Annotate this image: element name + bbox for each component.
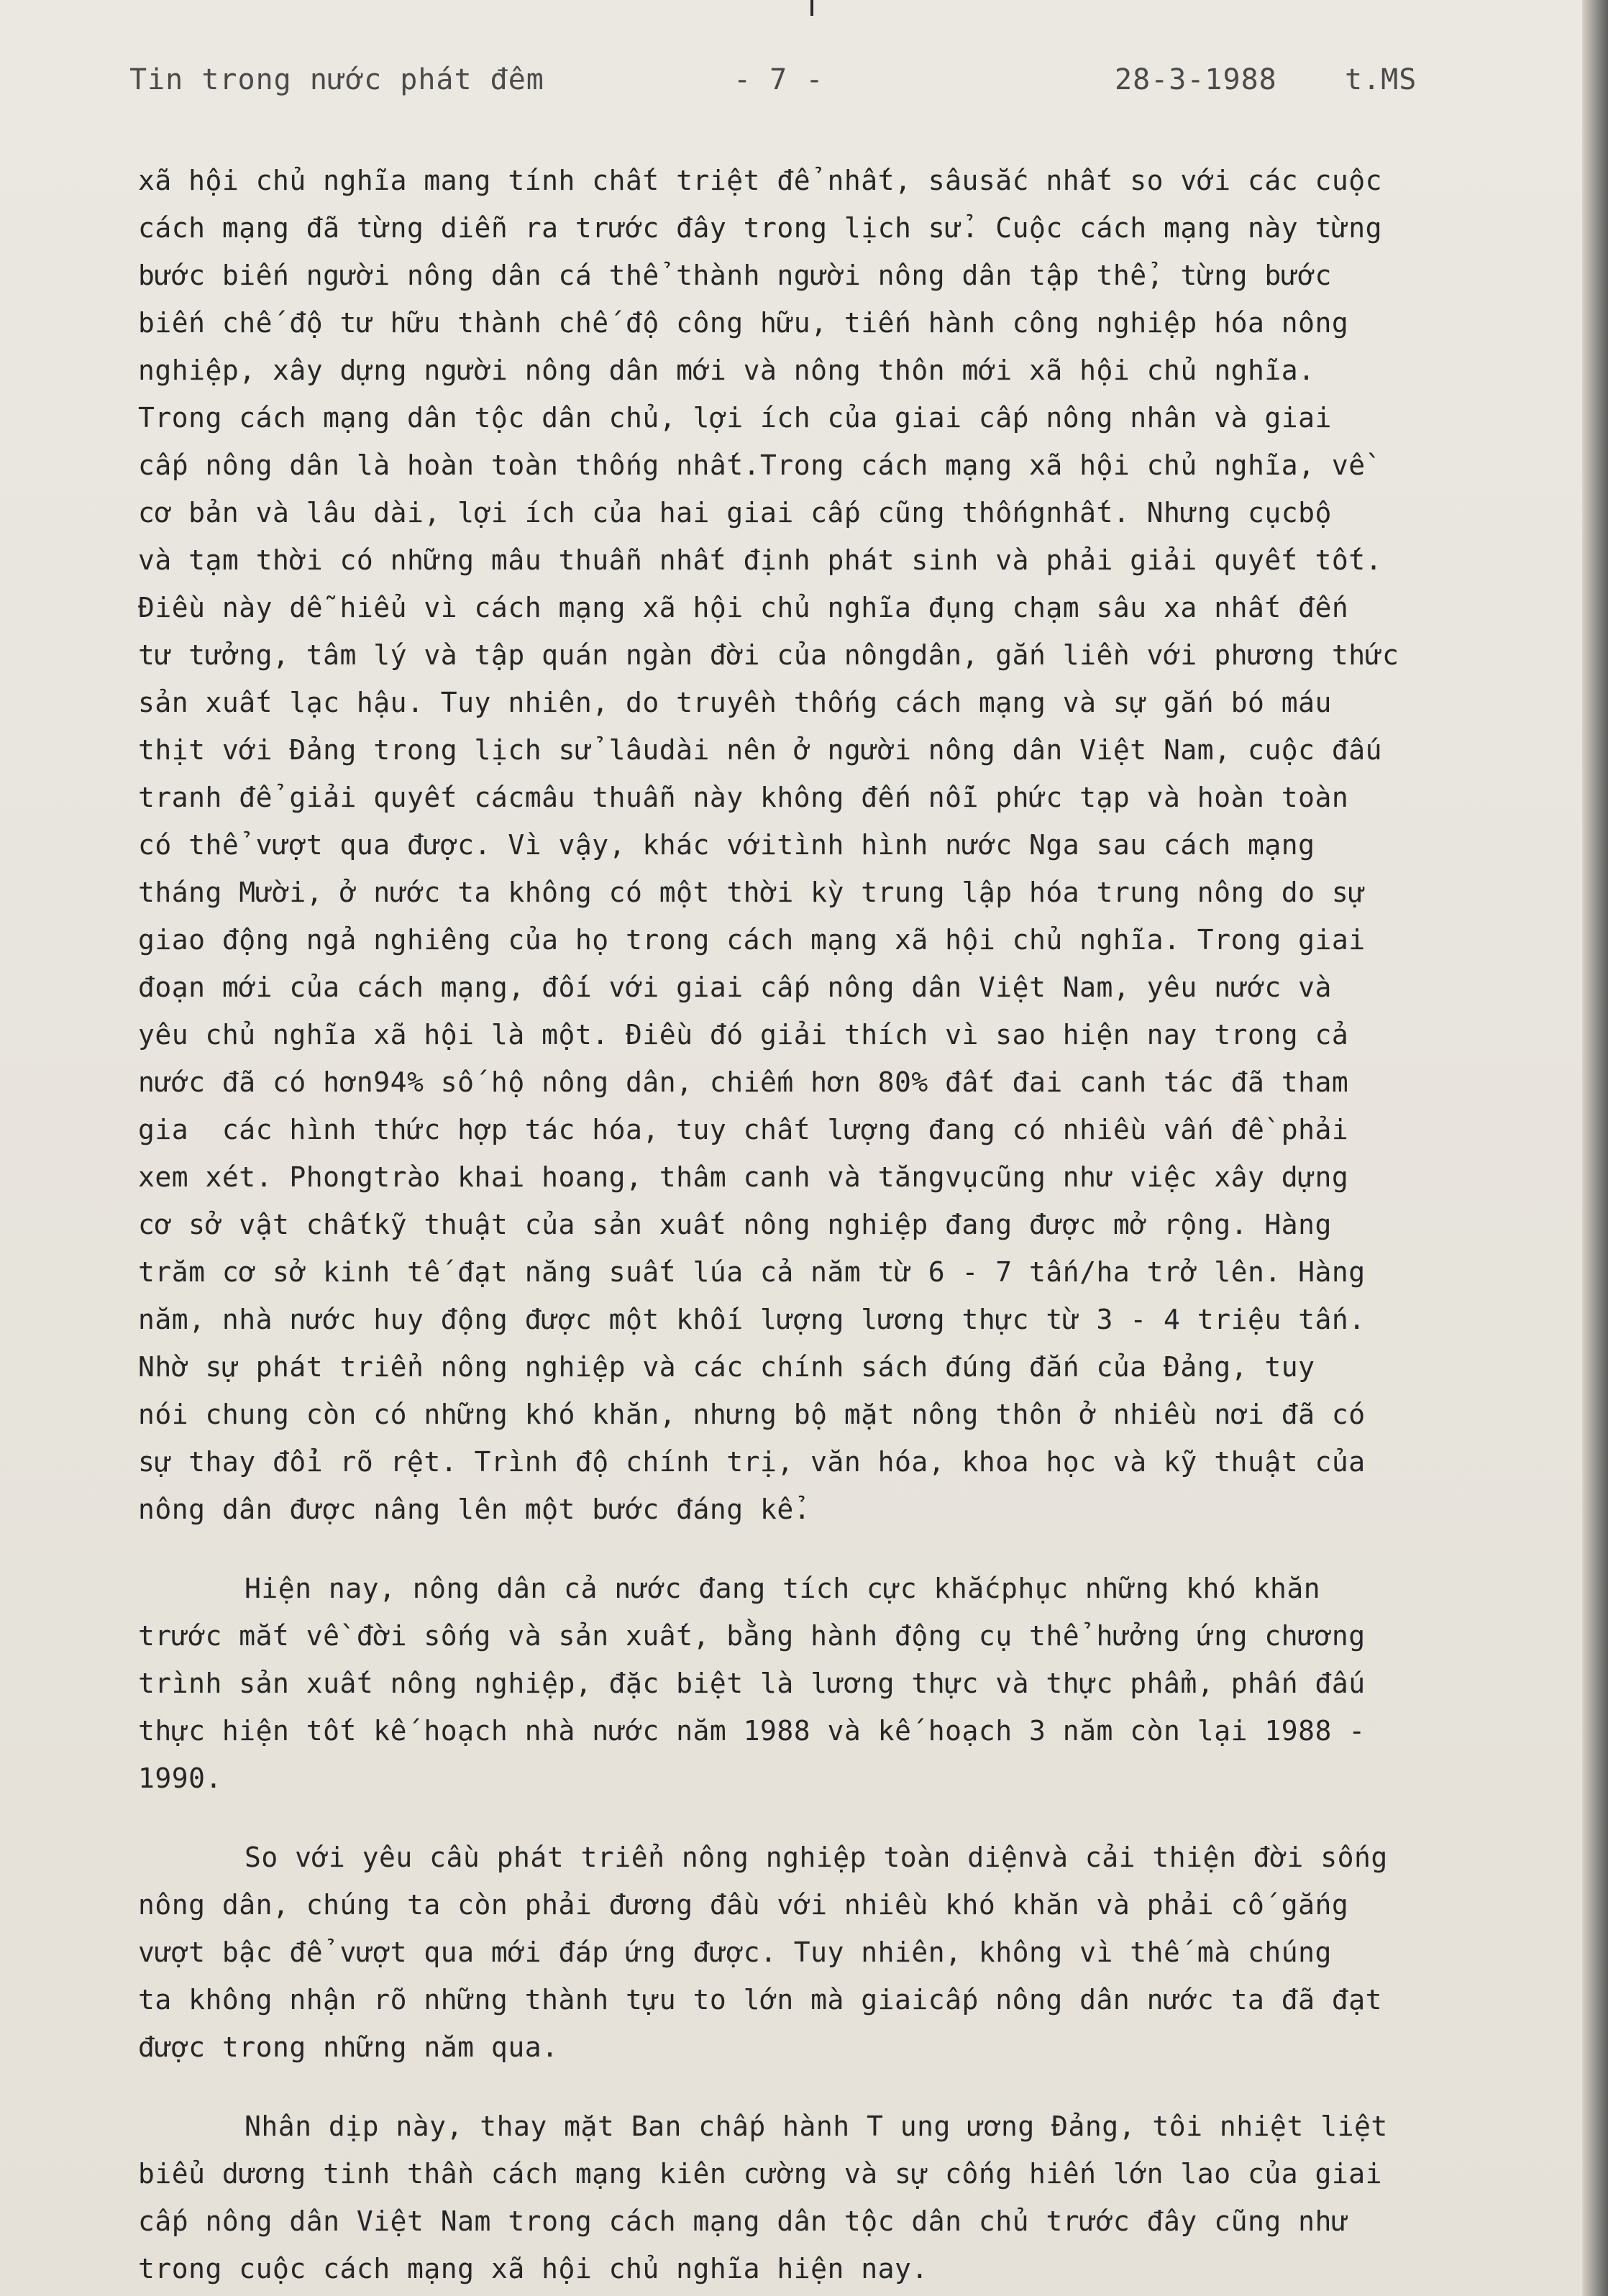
text-line: Nhờ sự phát triển nông nghiệp và các chính sách đúng đắn của Đảng, tuy (138, 1351, 1315, 1383)
page-header (129, 63, 1467, 106)
text-line: sự thay đổi rõ rệt. Trình độ chính trị, văn hóa, khoa học và kỹ thuật của (138, 1446, 1366, 1478)
paragraph-gap (138, 1533, 1504, 1565)
text-line: cấp nông dân Việt Nam trong cách mạng dân tộc dân chủ trước đây cũng như (138, 2205, 1349, 2237)
text-line: trước mắt về đời sống và sản xuất, bằng hành động cụ thể hưởng ứng chương (138, 1620, 1366, 1652)
text-line: nông dân, chúng ta còn phải đương đầu với nhiều khó khăn và phải cố gắng (138, 1889, 1349, 1921)
text-line: trong cuộc cách mạng xã hội chủ nghĩa hiện nay. (138, 2253, 928, 2284)
text-line: gia các hình thức hợp tác hóa, tuy chất lượng đang có nhiều vấn đề phải (138, 1114, 1349, 1145)
paragraph (138, 1565, 1504, 1802)
text-line: nông dân được nâng lên một bước đáng kể. (138, 1494, 811, 1525)
text-line: tranh để giải quyết cácmâu thuẫn này không đến nỗi phức tạp và hoàn toàn (138, 782, 1349, 813)
paragraph-gap (138, 2071, 1504, 2103)
header-date: 28-3-1988 (1115, 63, 1277, 96)
header-title: Tin trong nước phát đêm (129, 63, 544, 96)
text-line: bước biến người nông dân cá thể thành người nông dân tập thể, từng bước (138, 260, 1332, 291)
text-line: yêu chủ nghĩa xã hội là một. Điều đó giải thích vì sao hiện nay trong cả (138, 1019, 1349, 1051)
header-initials: t.MS (1345, 63, 1417, 96)
text-line: đoạn mới của cách mạng, đối với giai cấp nông dân Việt Nam, yêu nước và (138, 971, 1332, 1003)
text-line: nghiệp, xây dựng người nông dân mới và nông thôn mới xã hội chủ nghĩa. (138, 355, 1315, 386)
text-line: cơ sở vật chấtkỹ thuật của sản xuất nông nghiệp đang được mở rộng. Hàng (138, 1209, 1332, 1240)
text-line: vượt bậc để vượt qua mới đáp ứng được. Tuy nhiên, không vì thế mà chúng (138, 1936, 1332, 1968)
text-line: trình sản xuất nông nghiệp, đặc biệt là lương thực và thực phẩm, phấn đấu (138, 1668, 1366, 1699)
text-line: xã hội chủ nghĩa mang tính chất triệt để nhất, sâusắc nhất so với các cuộc (138, 165, 1382, 196)
text-line: Nhân dịp này, thay mặt Ban chấp hành T ung ương Đảng, tôi nhiệt liệt (245, 2110, 1388, 2142)
text-line: biến chế độ tư hữu thành chế độ công hữu, tiến hành công nghiệp hóa nông (138, 307, 1349, 339)
document-body (138, 157, 1504, 2292)
text-line: thực hiện tốt kế hoạch nhà nước năm 1988 và kế hoạch 3 năm còn lại 1988 - (138, 1715, 1366, 1747)
staple-mark (810, 0, 813, 16)
text-line: cách mạng đã từng diễn ra trước đây trong lịch sử. Cuộc cách mạng này từng (138, 212, 1382, 244)
text-line: So với yêu cầu phát triển nông nghiệp toàn diệnvà cải thiện đời sống (245, 1842, 1388, 1873)
text-line: ta không nhận rõ những thành tựu to lớn mà giaicấp nông dân nước ta đã đạt (138, 1984, 1382, 2016)
text-line: có thể vượt qua được. Vì vậy, khác vớitình hình nước Nga sau cách mạng (138, 829, 1315, 861)
page-number: - 7 - (734, 63, 824, 96)
text-line: nước đã có hơn94% số hộ nông dân, chiếm hơn 80% đất đai canh tác đã tham (138, 1066, 1349, 1098)
text-line: Trong cách mạng dân tộc dân chủ, lợi ích của giai cấp nông nhân và giai (138, 402, 1332, 434)
text-line: cơ bản và lâu dài, lợi ích của hai giai cấp cũng thốngnhất. Nhưng cụcbộ (138, 497, 1332, 529)
text-line: trăm cơ sở kinh tế đạt năng suất lúa cả năm từ 6 - 7 tấn/ha trở lên. Hàng (138, 1256, 1366, 1288)
text-line: xem xét. Phongtrào khai hoang, thâm canh và tăngvụcũng như việc xây dựng (138, 1161, 1349, 1193)
text-line: tháng Mười, ở nước ta không có một thời kỳ trung lập hóa trung nông do sự (138, 877, 1366, 908)
text-line: Điều này dễ hiểu vì cách mạng xã hội chủ nghĩa đụng chạm sâu xa nhất đến (138, 592, 1349, 623)
text-line: và tạm thời có những mâu thuẫn nhất định phát sinh và phải giải quyết tốt. (138, 544, 1382, 576)
text-line: tư tưởng, tâm lý và tập quán ngàn đời của nôngdân, gắn liền với phương thức (138, 639, 1399, 671)
paragraph (138, 157, 1504, 1533)
text-line: cấp nông dân là hoàn toàn thống nhất.Trong cách mạng xã hội chủ nghĩa, về (138, 449, 1366, 481)
text-line: 1990. (138, 1762, 222, 1794)
text-line: năm, nhà nước huy động được một khối lượng lương thực từ 3 - 4 triệu tấn. (138, 1304, 1366, 1335)
text-line: được trong những năm qua. (138, 2031, 559, 2063)
text-line: nói chung còn có những khó khăn, nhưng bộ mặt nông thôn ở nhiều nơi đã có (138, 1399, 1366, 1430)
paragraph (138, 1834, 1504, 2071)
text-line: thịt với Đảng trong lịch sử lâudài nên ở người nông dân Việt Nam, cuộc đấu (138, 734, 1382, 766)
text-line: biểu dương tinh thần cách mạng kiên cường và sự cống hiến lớn lao của giai (138, 2158, 1382, 2190)
text-line: sản xuất lạc hậu. Tuy nhiên, do truyền thống cách mạng và sự gắn bó máu (138, 687, 1332, 718)
paragraph-gap (138, 1802, 1504, 1834)
paragraph (138, 2103, 1504, 2292)
text-line: giao động ngả nghiêng của họ trong cách mạng xã hội chủ nghĩa. Trong giai (138, 924, 1366, 956)
text-line: Hiện nay, nông dân cả nước đang tích cực khắcphục những khó khăn (245, 1573, 1321, 1604)
